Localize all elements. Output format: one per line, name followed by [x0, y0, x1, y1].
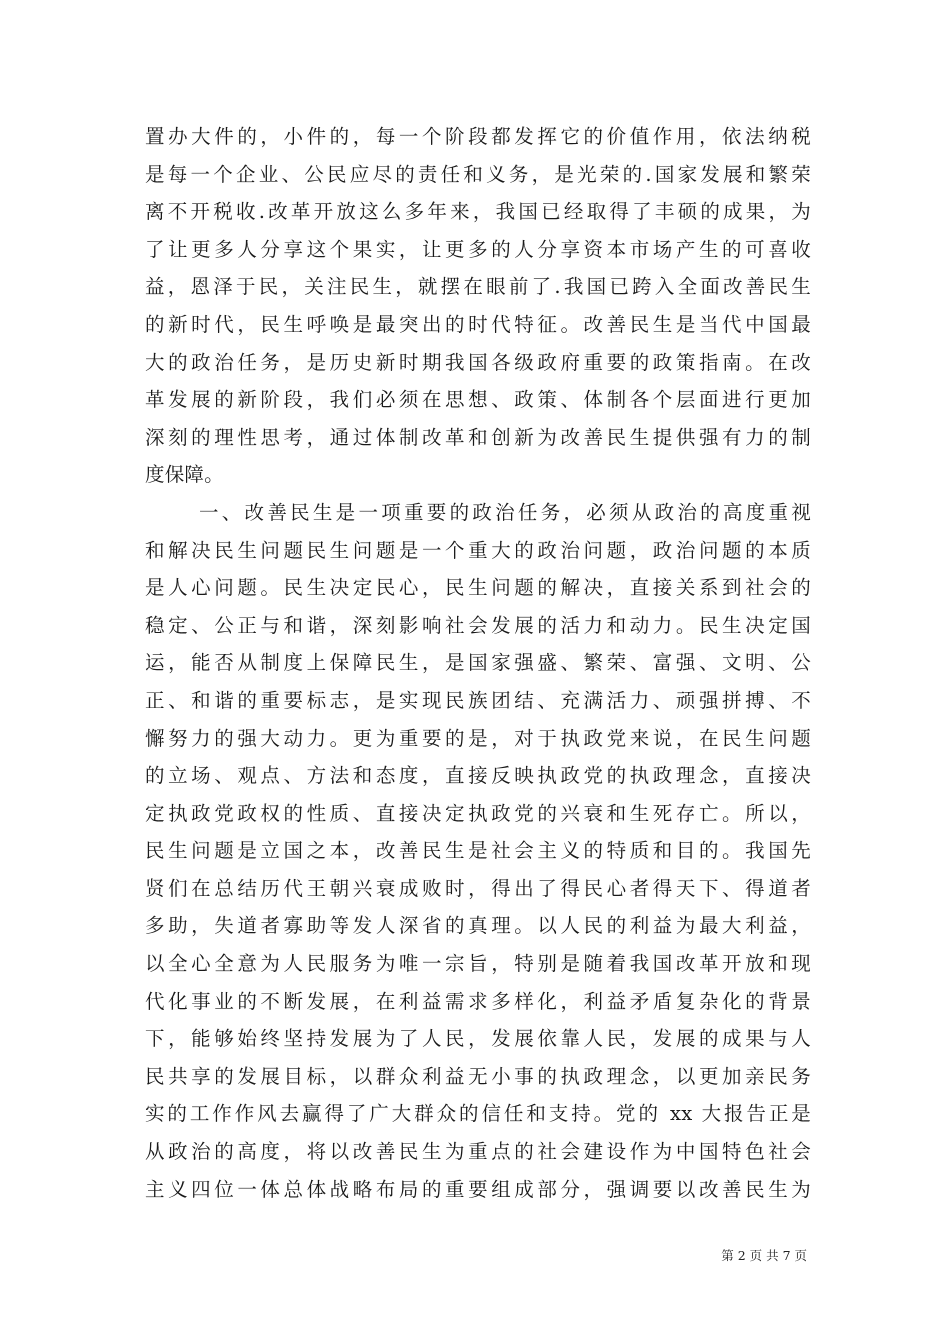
text-line: 益，恩泽于民，关注民生，就摆在眼前了.我国已跨入全面改善民生 — [145, 275, 811, 299]
text-line: 多助，失道者寡助等发人深省的真理。以人民的利益为最大利益， — [145, 914, 811, 938]
text-line: 是每一个企业、公民应尽的责任和义务，是光荣的.国家发展和繁荣 — [145, 162, 811, 186]
text-line: 稳定、公正与和谐，深刻影响社会发展的活力和动力。民生决定国 — [145, 613, 811, 637]
text-line: 了让更多人分享这个果实，让更多的人分享资本市场产生的可喜收 — [145, 237, 811, 261]
text-line: 懈努力的强大动力。更为重要的是，对于执政党来说，在民生问题 — [145, 726, 811, 750]
text-line: 民生问题是立国之本，改善民生是社会主义的特质和目的。我国先 — [145, 839, 811, 863]
text-line: 主义四位一体总体战略布局的重要组成部分，强调要以改善民生为 — [145, 1177, 811, 1201]
text-line: 代化事业的不断发展，在利益需求多样化，利益矛盾复杂化的背景 — [145, 989, 811, 1013]
text-line: 大的政治任务，是历史新时期我国各级政府重要的政策指南。在改 — [145, 350, 811, 374]
document-body — [145, 118, 811, 1208]
text-line: 以全心全意为人民服务为唯一宗旨，特别是随着我国改革开放和现 — [145, 952, 811, 976]
text-line: 深刻的理性思考，通过体制改革和创新为改善民生提供强有力的制 — [145, 425, 811, 449]
text-line: 和解决民生问题民生问题是一个重大的政治问题，政治问题的本质 — [145, 538, 811, 562]
section-heading-line: 一、改善民生是一项重要的政治任务，必须从政治的高度重视 — [199, 500, 811, 524]
text-line: 的新时代，民生呼唤是最突出的时代特征。改善民生是当代中国最 — [145, 312, 811, 336]
text-line: 定执政党政权的性质、直接决定执政党的兴衰和生死存亡。所以， — [145, 801, 811, 825]
text-line: 民共享的发展目标，以群众利益无小事的执政理念，以更加亲民务 — [145, 1064, 811, 1088]
text-line: 离不开税收.改革开放这么多年来，我国已经取得了丰硕的成果，为 — [145, 200, 811, 224]
text-line: 度保障。 — [145, 463, 224, 487]
text-line: 下，能够始终坚持发展为了人民，发展依靠人民，发展的成果与人 — [145, 1027, 811, 1051]
text-line: 革发展的新阶段，我们必须在思想、政策、体制各个层面进行更加 — [145, 388, 811, 412]
text-line: 正、和谐的重要标志，是实现民族团结、充满活力、顽强拼搏、不 — [145, 688, 811, 712]
page-number: 第 2 页 共 7 页 — [721, 1248, 807, 1263]
text-line: 的立场、观点、方法和态度，直接反映执政党的执政理念，直接决 — [145, 764, 811, 788]
text-line: 运，能否从制度上保障民生，是国家强盛、繁荣、富强、文明、公 — [145, 651, 811, 675]
text-line: 从政治的高度，将以改善民生为重点的社会建设作为中国特色社会 — [145, 1140, 811, 1164]
text-line: 实的工作作风去赢得了广大群众的信任和支持。党的 xx 大报告正是 — [145, 1102, 811, 1126]
text-line: 贤们在总结历代王朝兴衰成败时，得出了得民心者得天下、得道者 — [145, 876, 811, 900]
text-line: 是人心问题。民生决定民心，民生问题的解决，直接关系到社会的 — [145, 576, 811, 600]
text-line: 置办大件的，小件的，每一个阶段都发挥它的价值作用，依法纳税 — [145, 125, 811, 148]
